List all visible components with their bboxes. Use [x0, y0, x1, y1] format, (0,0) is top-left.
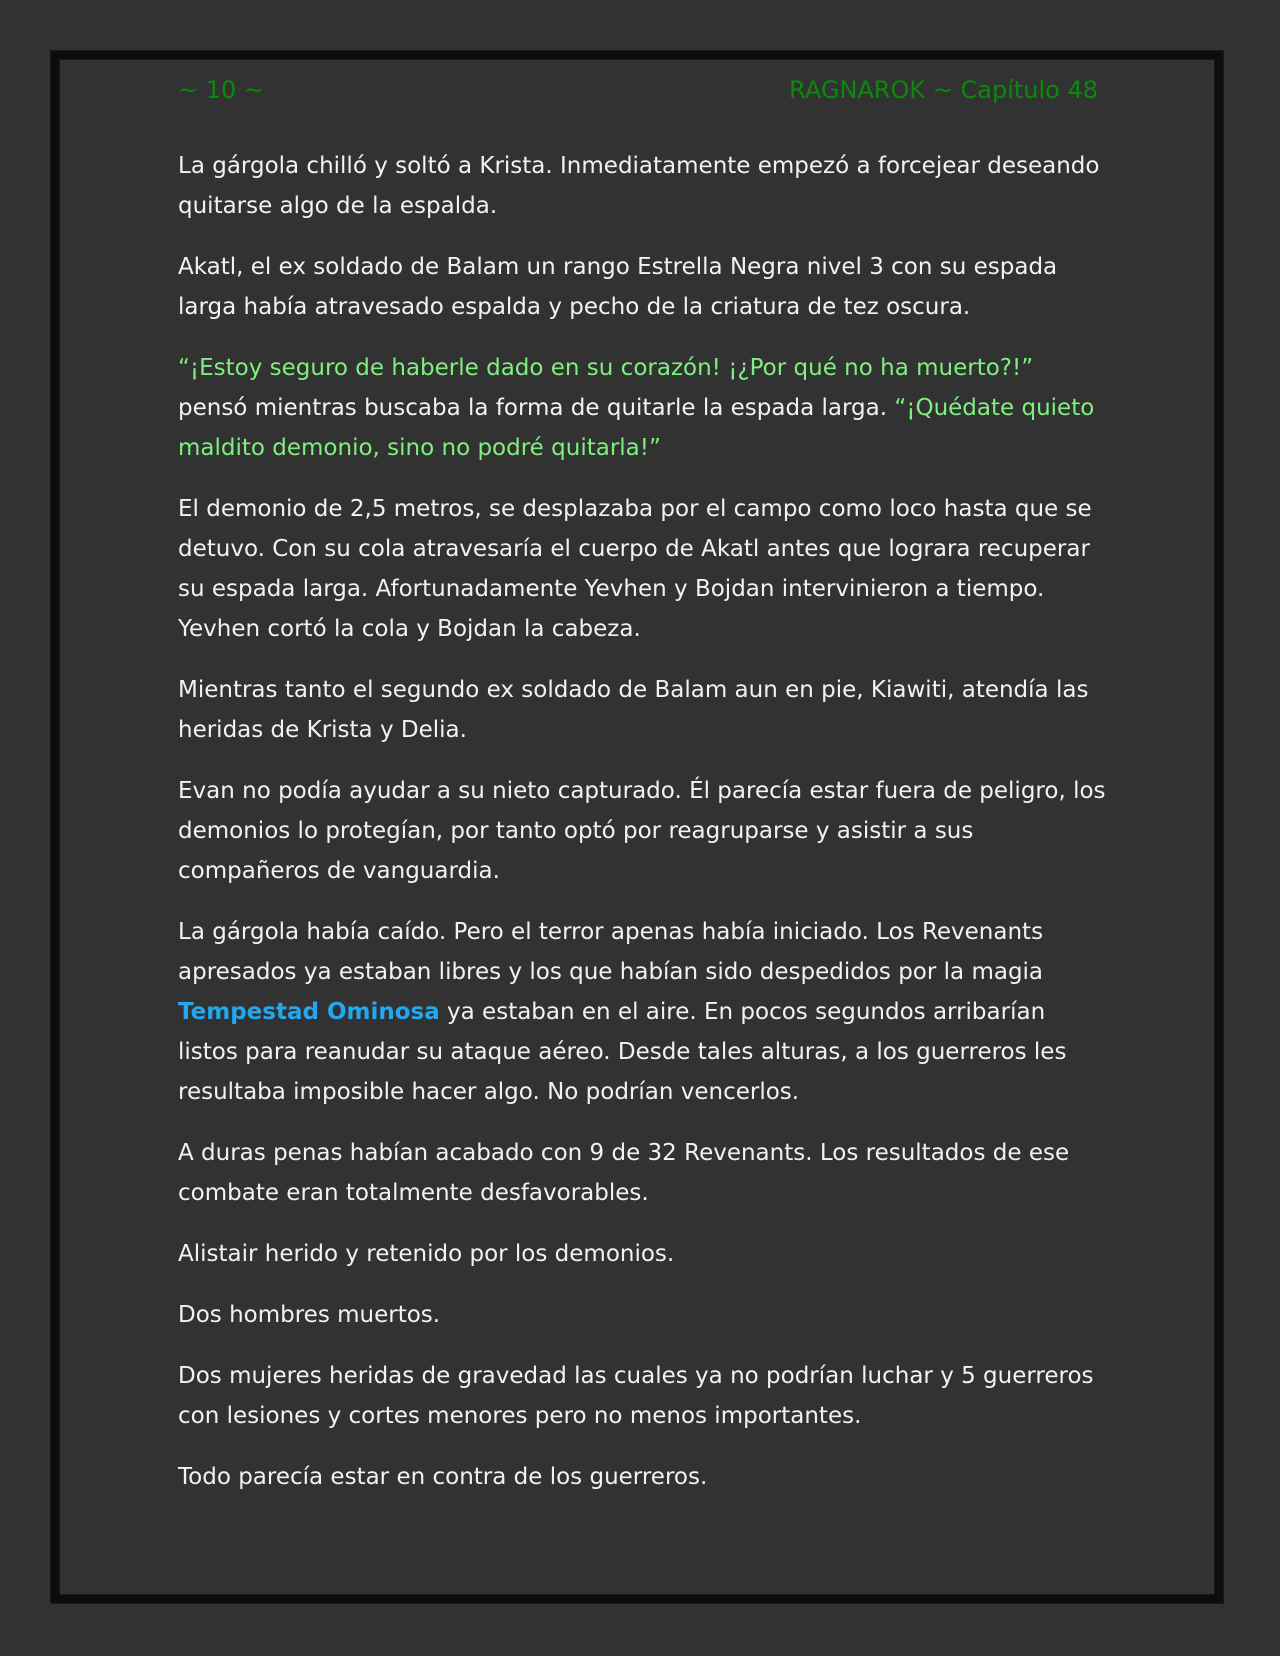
paragraph-8: A duras penas habían acabado con 9 de 32 Revenants. Los resultados de ese combate eran totalmente desfavorables.: [178, 1140, 1070, 1206]
paragraph-3: [178, 348, 1108, 468]
thought-text: “¡Estoy seguro de haberle dado en su corazón! ¡¿Por qué no ha muerto?!”: [178, 355, 1034, 381]
spell-name: Tempestad Ominosa: [178, 999, 440, 1025]
paragraph-4: El demonio de 2,5 metros, se desplazaba por el campo como loco hasta que se detuvo. Con su cola atravesaría el cuerpo de Akatl antes que lograra recuperar su espada larga. Afortunadamente Yevhen y Bojdan intervinieron a tiempo. Yevhen cortó la cola y Bojdan la cabeza.: [178, 496, 1092, 642]
thought-text: “¡Quédate quieto maldito demonio, sino no podré quitarla!”: [178, 395, 1095, 461]
running-title: RAGNAROK ~ Capítulo 48: [789, 76, 1098, 104]
paragraph-10: Dos hombres muertos.: [178, 1302, 441, 1328]
chapter-text: [178, 146, 1108, 1518]
narration-text: ya estaban en el aire. En pocos segundos arribarían listos para reanudar su ataque aéreo. Desde tales alturas, a los guerreros les resultaba imposible hacer algo. No podrían vencerlos.: [178, 999, 1067, 1105]
paragraph-1: La gárgola chilló y soltó a Krista. Inmediatamente empezó a forcejear deseando quitarse algo de la espalda.: [178, 153, 1100, 219]
narration-text: La gárgola había caído. Pero el terror apenas había iniciado. Los Revenants apresados ya estaban libres y los que habían sido despedidos por la magia: [178, 919, 1044, 985]
page-number: ~ 10 ~: [178, 76, 265, 104]
paragraph-9: Alistair herido y retenido por los demonios.: [178, 1241, 675, 1267]
paragraph-5: Mientras tanto el segundo ex soldado de Balam aun en pie, Kiawiti, atendía las heridas de Krista y Delia.: [178, 677, 1089, 743]
narration-text: pensó mientras buscaba la forma de quitarle la espada larga.: [178, 395, 895, 421]
paragraph-11: Dos mujeres heridas de gravedad las cuales ya no podrían luchar y 5 guerreros con lesiones y cortes menores pero no menos importantes.: [178, 1363, 1094, 1429]
paragraph-6: Evan no podía ayudar a su nieto capturado. Él parecía estar fuera de peligro, los demonios lo protegían, por tanto optó por reagruparse y asistir a sus compañeros de vanguardia.: [178, 778, 1106, 884]
paragraph-2: Akatl, el ex soldado de Balam un rango Estrella Negra nivel 3 con su espada larga había atravesado espalda y pecho de la criatura de tez oscura.: [178, 254, 1058, 320]
paragraph-12: Todo parecía estar en contra de los guerreros.: [178, 1464, 708, 1490]
paragraph-7: [178, 912, 1108, 1112]
page-header: [178, 76, 1098, 112]
